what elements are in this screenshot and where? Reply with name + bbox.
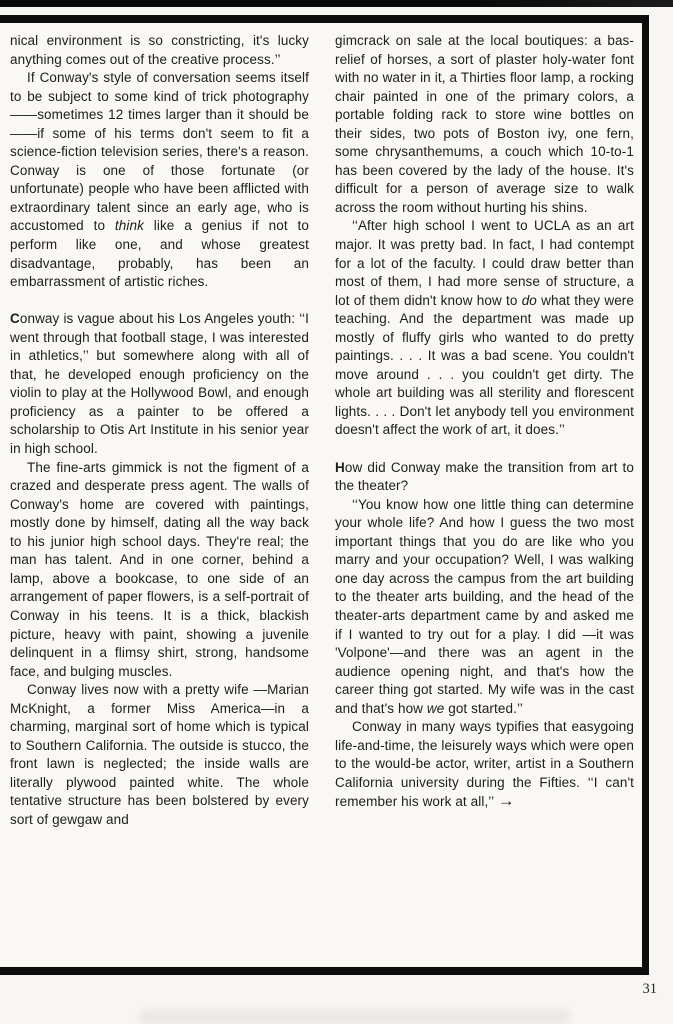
paragraph: The fine-arts gimmick is not the figment of a crazed and desperate press agent. The walls of Conway's home are covered with paintings, mostly done by himself, dating all the way back to his junior high school days. They're real; the man has talent. And in one corner, behind a lamp, above a bookcase, to one side of an arrangement of paper flowers, is a self-portrait of Conway in his teens. It is a thick, blackish picture, heavy with paint, showing a juvenile delinquent in a flimsy shirt, strong, handsome face, and bulging muscles. [10,459,309,679]
paragraph: Conway lives now with a pretty wife —Marian McKnight, a former Miss America—in a charming, marginal sort of home which is typical to Southern California. The outside is stucco, the front lawn is neglected; the inside walls are literally plywood painted white. The whole tentative structure has been bolstered by every sort of gewgaw and [10,682,309,827]
paragraph: How did Conway make the transition from art to the theater? [335,459,634,494]
continued-arrow: → [497,791,515,811]
article-columns [0,23,642,834]
paragraph: Conway is vague about his Los Angeles youth: ‘‘I went through that football stage, I was interested in athletics,’’ but somewhere along with all of that, he developed enough proficiency on the violin to play at the Hollywood Bowl, and enough proficiency as a painter to be offered a scholarship to Otis Art Institute in his senior year in high school. [10,311,309,457]
article-border-frame [0,15,649,975]
paragraph: Conway in many ways typifies that easygoing life-and-time, the leisurely ways which were open to the would-be actor, writer, artist in a Southern California university during the Fifties. ‘‘I can't remember his work at all,’’ → [335,719,634,811]
text-run: we [426,700,445,716]
paragraph: If Conway's style of conversation seems itself to be subject to some kind of trick photography——sometimes 12 times larger than it should be——if some of his terms don't seem to fit a science-fiction television series, there's a reason. Conway is one of those fortunate (or unfortunate) people who have been afflicted with extraordinary talent since an early age, who is accustomed to think like a genius if not to perform like one, and whose greatest disadvantage, probably, has been an embarrassment of artistic riches. [10,70,309,290]
article-column-right [335,32,634,830]
page-number: 31 [642,981,657,997]
paragraph: ‘‘You know how one little thing can determine your whole life? And how I guess the two most important things that you do are like who you marry and your occupation? Well, I was walking one day across the campus from the art building to the theater arts building, and the head of the theater-arts department came by and asked me if I wanted to try out for a play. I did —it was 'Volpone'—and there was an agent in the audience opening night, and that's how the career thing got started. My wife was in the cast and that's how we got started.’’ [335,496,634,716]
page-top-edge-bar [0,0,673,7]
text-run: C [10,311,20,327]
bottom-scan-smudge [140,1009,570,1024]
paragraph: ‘‘After high school I went to UCLA as an art major. It was pretty bad. In fact, I had contempt for a lot of the faculty. I could draw better than most of them, I had more sense of structure, a lot of them didn't know how to do what they were teaching. And the department was made up mostly of fluffy girls who wanted to do pretty paintings. . . . It was a bad scene. You couldn't move around . . . you couldn't get dirty. The whole art building was all sterility and florescent lights. . . . Don't let anybody tell you environment doesn't affect the work of art, it does.’’ [335,218,635,438]
paragraph: gimcrack on sale at the local boutiques: a bas-relief of horses, a sort of plaster holy-water font with no water in it, a Thirties floor lamp, a rocking chair painted in one of the primary colors, a portable folding rack to store wine bottles on their sides, two pots of Boston ivy, one fern, some chrysanthemums, a couch which 10-to-1 has been covered by the lady of the house. It's difficult for a person of average size to walk across the room without hurting his shins. [335,33,634,215]
text-run: do [521,292,537,308]
text-run: H [335,459,345,475]
article-column-left [10,32,309,830]
text-run: think [114,218,144,234]
paragraph: nical environment is so constricting, it's lucky anything comes out of the creative process.’’ [10,33,309,67]
